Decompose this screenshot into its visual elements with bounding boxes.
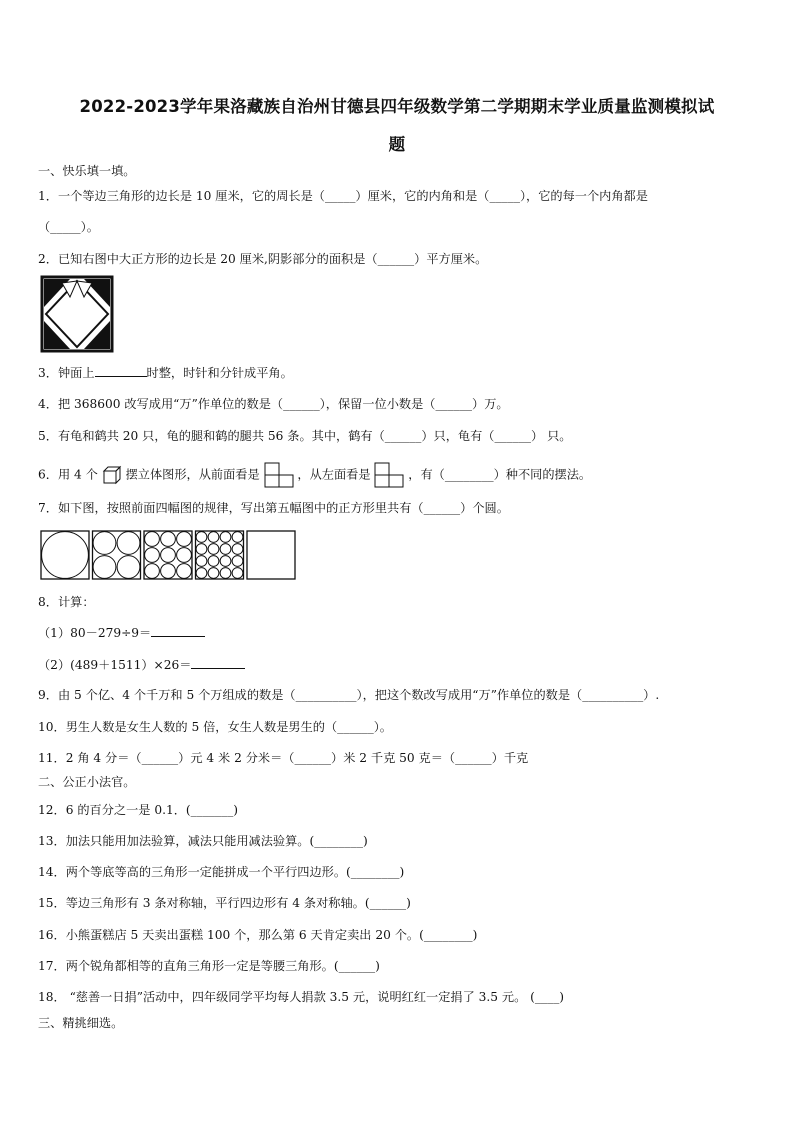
section-3-heading: 三、精挑细选。 [38, 1016, 124, 1030]
pattern-circle [220, 568, 231, 579]
pattern-circle [177, 564, 192, 579]
pattern-circle [177, 548, 192, 563]
pattern-circle [208, 568, 219, 579]
pattern-circle [145, 532, 160, 547]
cube-icon [102, 465, 122, 485]
pattern-circle [220, 544, 231, 555]
pattern-circle [42, 532, 89, 579]
q7-circle-pattern [40, 530, 296, 580]
pattern-square-2 [93, 531, 141, 579]
pattern-circle [220, 556, 231, 567]
question-8-2: （2）(489＋1511）×26＝ [38, 656, 245, 674]
pattern-circle [196, 556, 207, 567]
section-2-heading: 二、公正小法官。 [38, 775, 136, 789]
question-7: 7．如下图，按照前面四幅图的规律，写出第五幅图中的正方形里共有（______）个圆。 [38, 501, 509, 515]
pattern-circle [196, 532, 207, 543]
pattern-circle [232, 544, 243, 555]
question-17: 17．两个锐角都相等的直角三角形一定是等腰三角形。(______) [38, 959, 380, 973]
pattern-circle [161, 548, 176, 563]
pattern-circle [145, 564, 160, 579]
left-view-icon [374, 462, 404, 488]
question-11: 11．2 角 4 分＝（______）元 4 米 2 分米＝（______）米 2 千克 50 克＝（______）千克 [38, 751, 529, 765]
pattern-circle [161, 564, 176, 579]
question-3: 3．钟面上 时整，时针和分针成平角。 [38, 366, 293, 380]
question-16: 16．小熊蛋糕店 5 天卖出蛋糕 100 个，那么第 6 天肯定卖出 20 个。(________) [38, 928, 478, 942]
question-4: 4．把 368600 改写成用“万”作单位的数是（______），保留一位小数是（______）万。 [38, 397, 509, 411]
pattern-circle [117, 532, 140, 555]
question-5: 5．有龟和鹤共 20 只，龟的腿和鹤的腿共 56 条。其中，鹤有（______）只，龟有（______） 只。 [38, 429, 572, 443]
pattern-circle [232, 568, 243, 579]
question-1: 1．一个等边三角形的边长是 10 厘米，它的周长是（_____）厘米，它的内角和是（_____），它的每一个内角都是 [38, 189, 648, 203]
q8-1-blank[interactable] [151, 624, 205, 637]
section-1-heading: 一、快乐填一填。 [38, 164, 136, 178]
q8-2-blank[interactable] [191, 656, 245, 669]
pattern-circle [161, 532, 176, 547]
question-15: 15．等边三角形有 3 条对称轴，平行四边形有 4 条对称轴。(______) [38, 896, 411, 910]
question-1-cont: （_____）。 [38, 220, 99, 234]
pattern-square-4 [196, 531, 244, 579]
question-12: 12．6 的百分之一是 0.1．(_______) [38, 803, 239, 817]
question-14: 14．两个等底等高的三角形一定能拼成一个平行四边形。(________) [38, 865, 405, 879]
pattern-circle [177, 532, 192, 547]
pattern-square-3 [144, 531, 192, 579]
q3-blank[interactable] [95, 364, 147, 377]
question-13: 13．加法只能用加法验算，减法只能用减法验算。(________) [38, 834, 368, 848]
question-10: 10．男生人数是女生人数的 5 倍，女生人数是男生的（______）。 [38, 720, 392, 734]
pattern-circle [232, 532, 243, 543]
question-18: 18． “慈善一日捐”活动中，四年级同学平均每人捐款 3.5 元，说明红红一定捐了 3.5 元。 (____) [38, 990, 565, 1004]
pattern-circle [145, 548, 160, 563]
question-8: 8．计算： [38, 595, 95, 609]
pattern-circle [93, 556, 116, 579]
front-view-icon [264, 462, 294, 488]
pattern-square-5 [247, 531, 295, 579]
pattern-circle [232, 556, 243, 567]
question-2: 2．已知右图中大正方形的边长是 20 厘米,阴影部分的面积是（______）平方厘米。 [38, 252, 488, 266]
pattern-circle [208, 532, 219, 543]
pattern-circle [196, 544, 207, 555]
pattern-circle [220, 532, 231, 543]
q2-square-figure [40, 275, 114, 353]
question-8-1: （1）80－279÷9＝ [38, 624, 205, 642]
pattern-circle [93, 532, 116, 555]
question-9: 9．由 5 个亿、4 个千万和 5 个万组成的数是（__________），把这个数改写成用“万”作单位的数是（__________）. [38, 688, 660, 702]
pattern-circle [196, 568, 207, 579]
pattern-circle [208, 544, 219, 555]
pattern-circle [117, 556, 140, 579]
page-title: 2022-2023学年果洛藏族自治州甘德县四年级数学第二学期期末学业质量监测模拟试 题 [79, 97, 715, 154]
question-6: 6．用 4 个 摆立体图形，从前面看是 ，从左面看是 ，有（________）种不同的摆法。 [38, 462, 591, 488]
pattern-circle [208, 556, 219, 567]
